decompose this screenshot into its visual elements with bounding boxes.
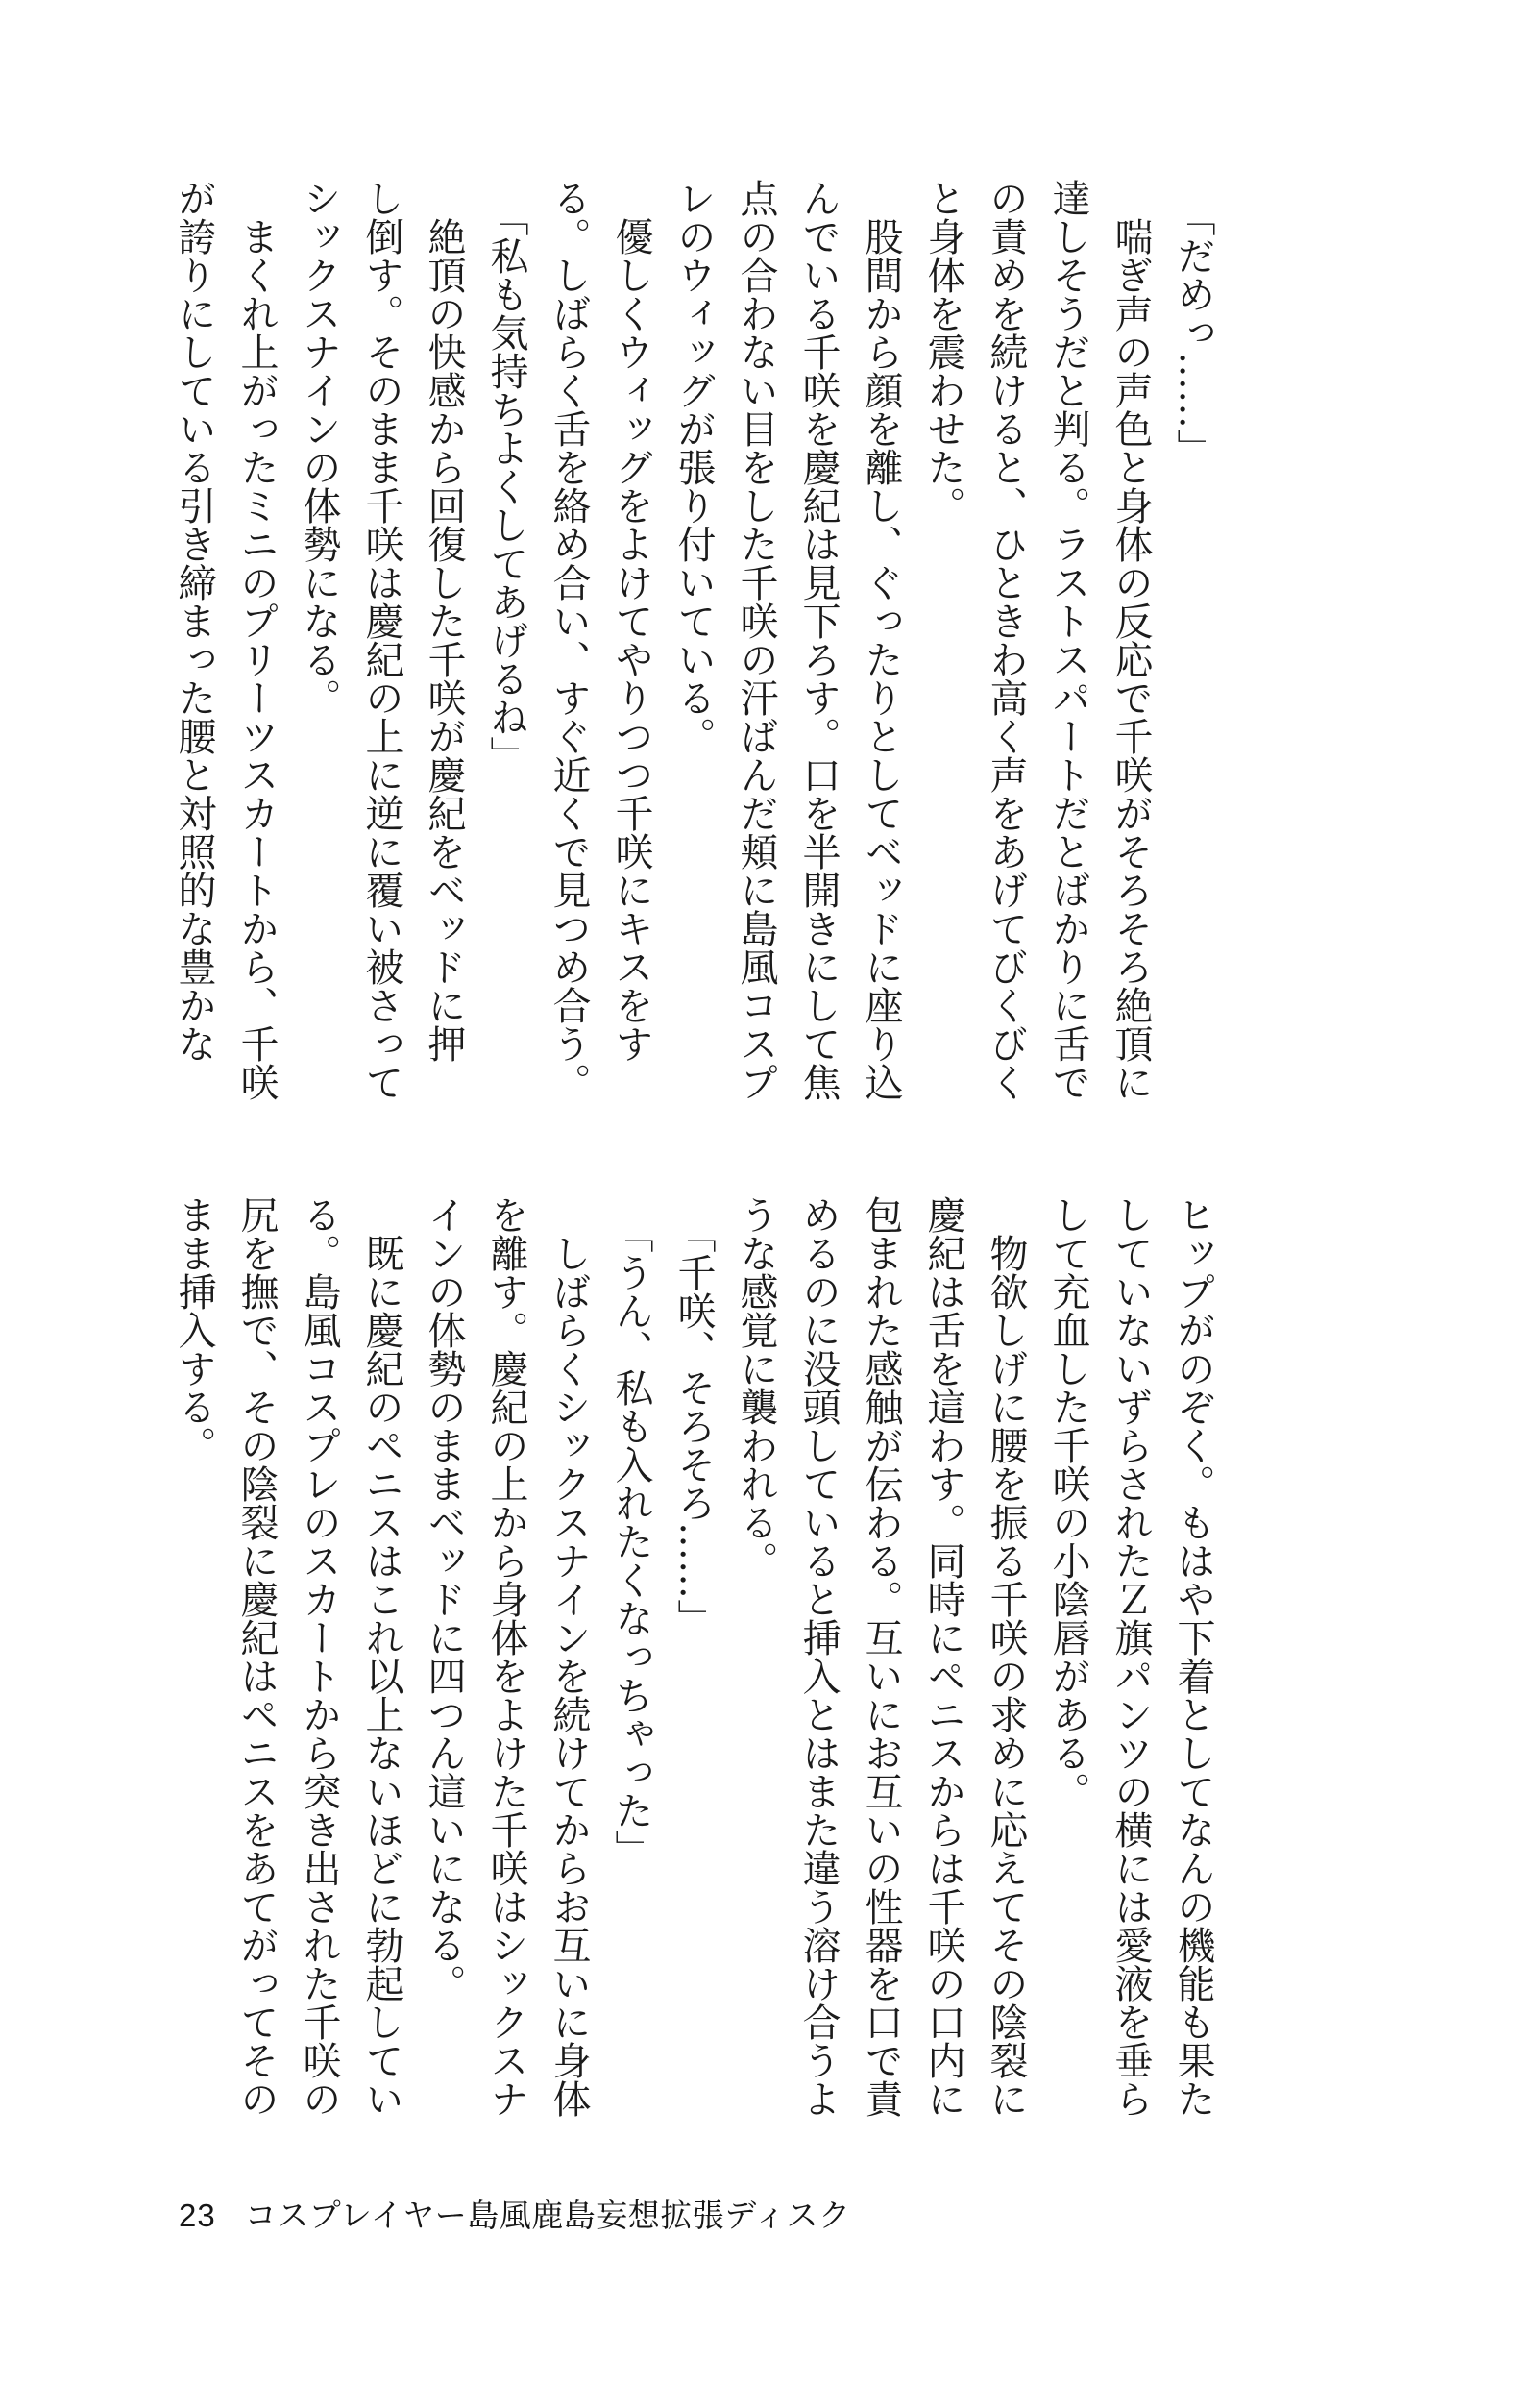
text-column: インの体勢のままベッドに四つん這いになる。 (422, 1195, 466, 2003)
text-column: していないずらされたＺ旗パンツの横には愛液を垂ら (1109, 1195, 1153, 2118)
text-column: しばらくシックスナインを続けてからお互いに身体 (547, 1195, 591, 2118)
text-column: 達しそうだと判る。ラストスパートだとばかりに舌で (1046, 179, 1090, 1101)
text-column: 喘ぎ声の声色と身体の反応で千咲がそろそろ絶頂に (1109, 179, 1153, 1101)
text-column: 「だめっ……」 (1171, 198, 1215, 467)
text-column: を離す。慶紀の上から身体をよけた千咲はシックスナ (484, 1195, 528, 2118)
page-footer (179, 2191, 851, 2236)
text-column: が誇りにしている引き締まった腰と対照的な豊かな (172, 179, 216, 1063)
text-block-top (162, 179, 1224, 1122)
text-column: 「私も気持ちよくしてあげるね」 (484, 198, 528, 774)
text-column: 物欲しげに腰を振る千咲の求めに応えてその陰裂に (984, 1195, 1028, 2118)
text-column: る。しばらく舌を絡め合い、すぐ近くで見つめ合う。 (547, 179, 591, 1101)
text-column: んでいる千咲を慶紀は見下ろす。口を半開きにして焦 (796, 179, 841, 1101)
text-column: 包まれた感触が伝わる。互いにお互いの性器を口で責 (859, 1195, 903, 2118)
text-column: 絶頂の快感から回復した千咲が慶紀をベッドに押 (422, 179, 466, 1063)
text-column: うな感覚に襲われる。 (734, 1195, 778, 1580)
text-column: 尻を撫で、その陰裂に慶紀はペニスをあてがってその (234, 1195, 279, 2118)
text-column: まくれ上がったミニのプリーツスカートから、千咲 (234, 179, 279, 1101)
running-title: コスプレイヤー島風鹿島妄想拡張ディスク (244, 2198, 851, 2233)
text-column: と身体を震わせた。 (921, 179, 965, 525)
text-column: 「うん、私も入れたくなっちゃった」 (609, 1215, 653, 1868)
text-column: シックスナインの体勢になる。 (297, 179, 341, 717)
text-block-bottom (162, 1195, 1224, 2139)
text-column: 「千咲、そろそろ……」 (671, 1215, 716, 1637)
text-column: まま挿入する。 (172, 1195, 216, 1464)
text-column: レのウィッグが張り付いている。 (671, 179, 716, 755)
text-column: ヒップがのぞく。もはや下着としてなんの機能も果た (1171, 1195, 1215, 2118)
text-column: 慶紀は舌を這わす。同時にペニスからは千咲の口内に (921, 1195, 965, 2118)
page-number: 23 (179, 2198, 216, 2233)
text-column: 優しくウィッグをよけてやりつつ千咲にキスをす (609, 179, 653, 1063)
text-column: る。島風コスプレのスカートから突き出された千咲の (297, 1195, 341, 2118)
text-column: めるのに没頭していると挿入とはまた違う溶け合うよ (796, 1195, 841, 2118)
text-column: して充血した千咲の小陰唇がある。 (1046, 1195, 1090, 1810)
text-column: し倒す。そのまま千咲は慶紀の上に逆に覆い被さって (359, 179, 403, 1101)
text-column: 既に慶紀のペニスはこれ以上ないほどに勃起してい (359, 1195, 403, 2118)
text-column: 点の合わない目をした千咲の汗ばんだ頬に島風コスプ (734, 179, 778, 1101)
text-column: の責めを続けると、ひときわ高く声をあげてびくびく (984, 179, 1028, 1101)
text-column: 股間から顔を離し、ぐったりとしてベッドに座り込 (859, 179, 903, 1101)
